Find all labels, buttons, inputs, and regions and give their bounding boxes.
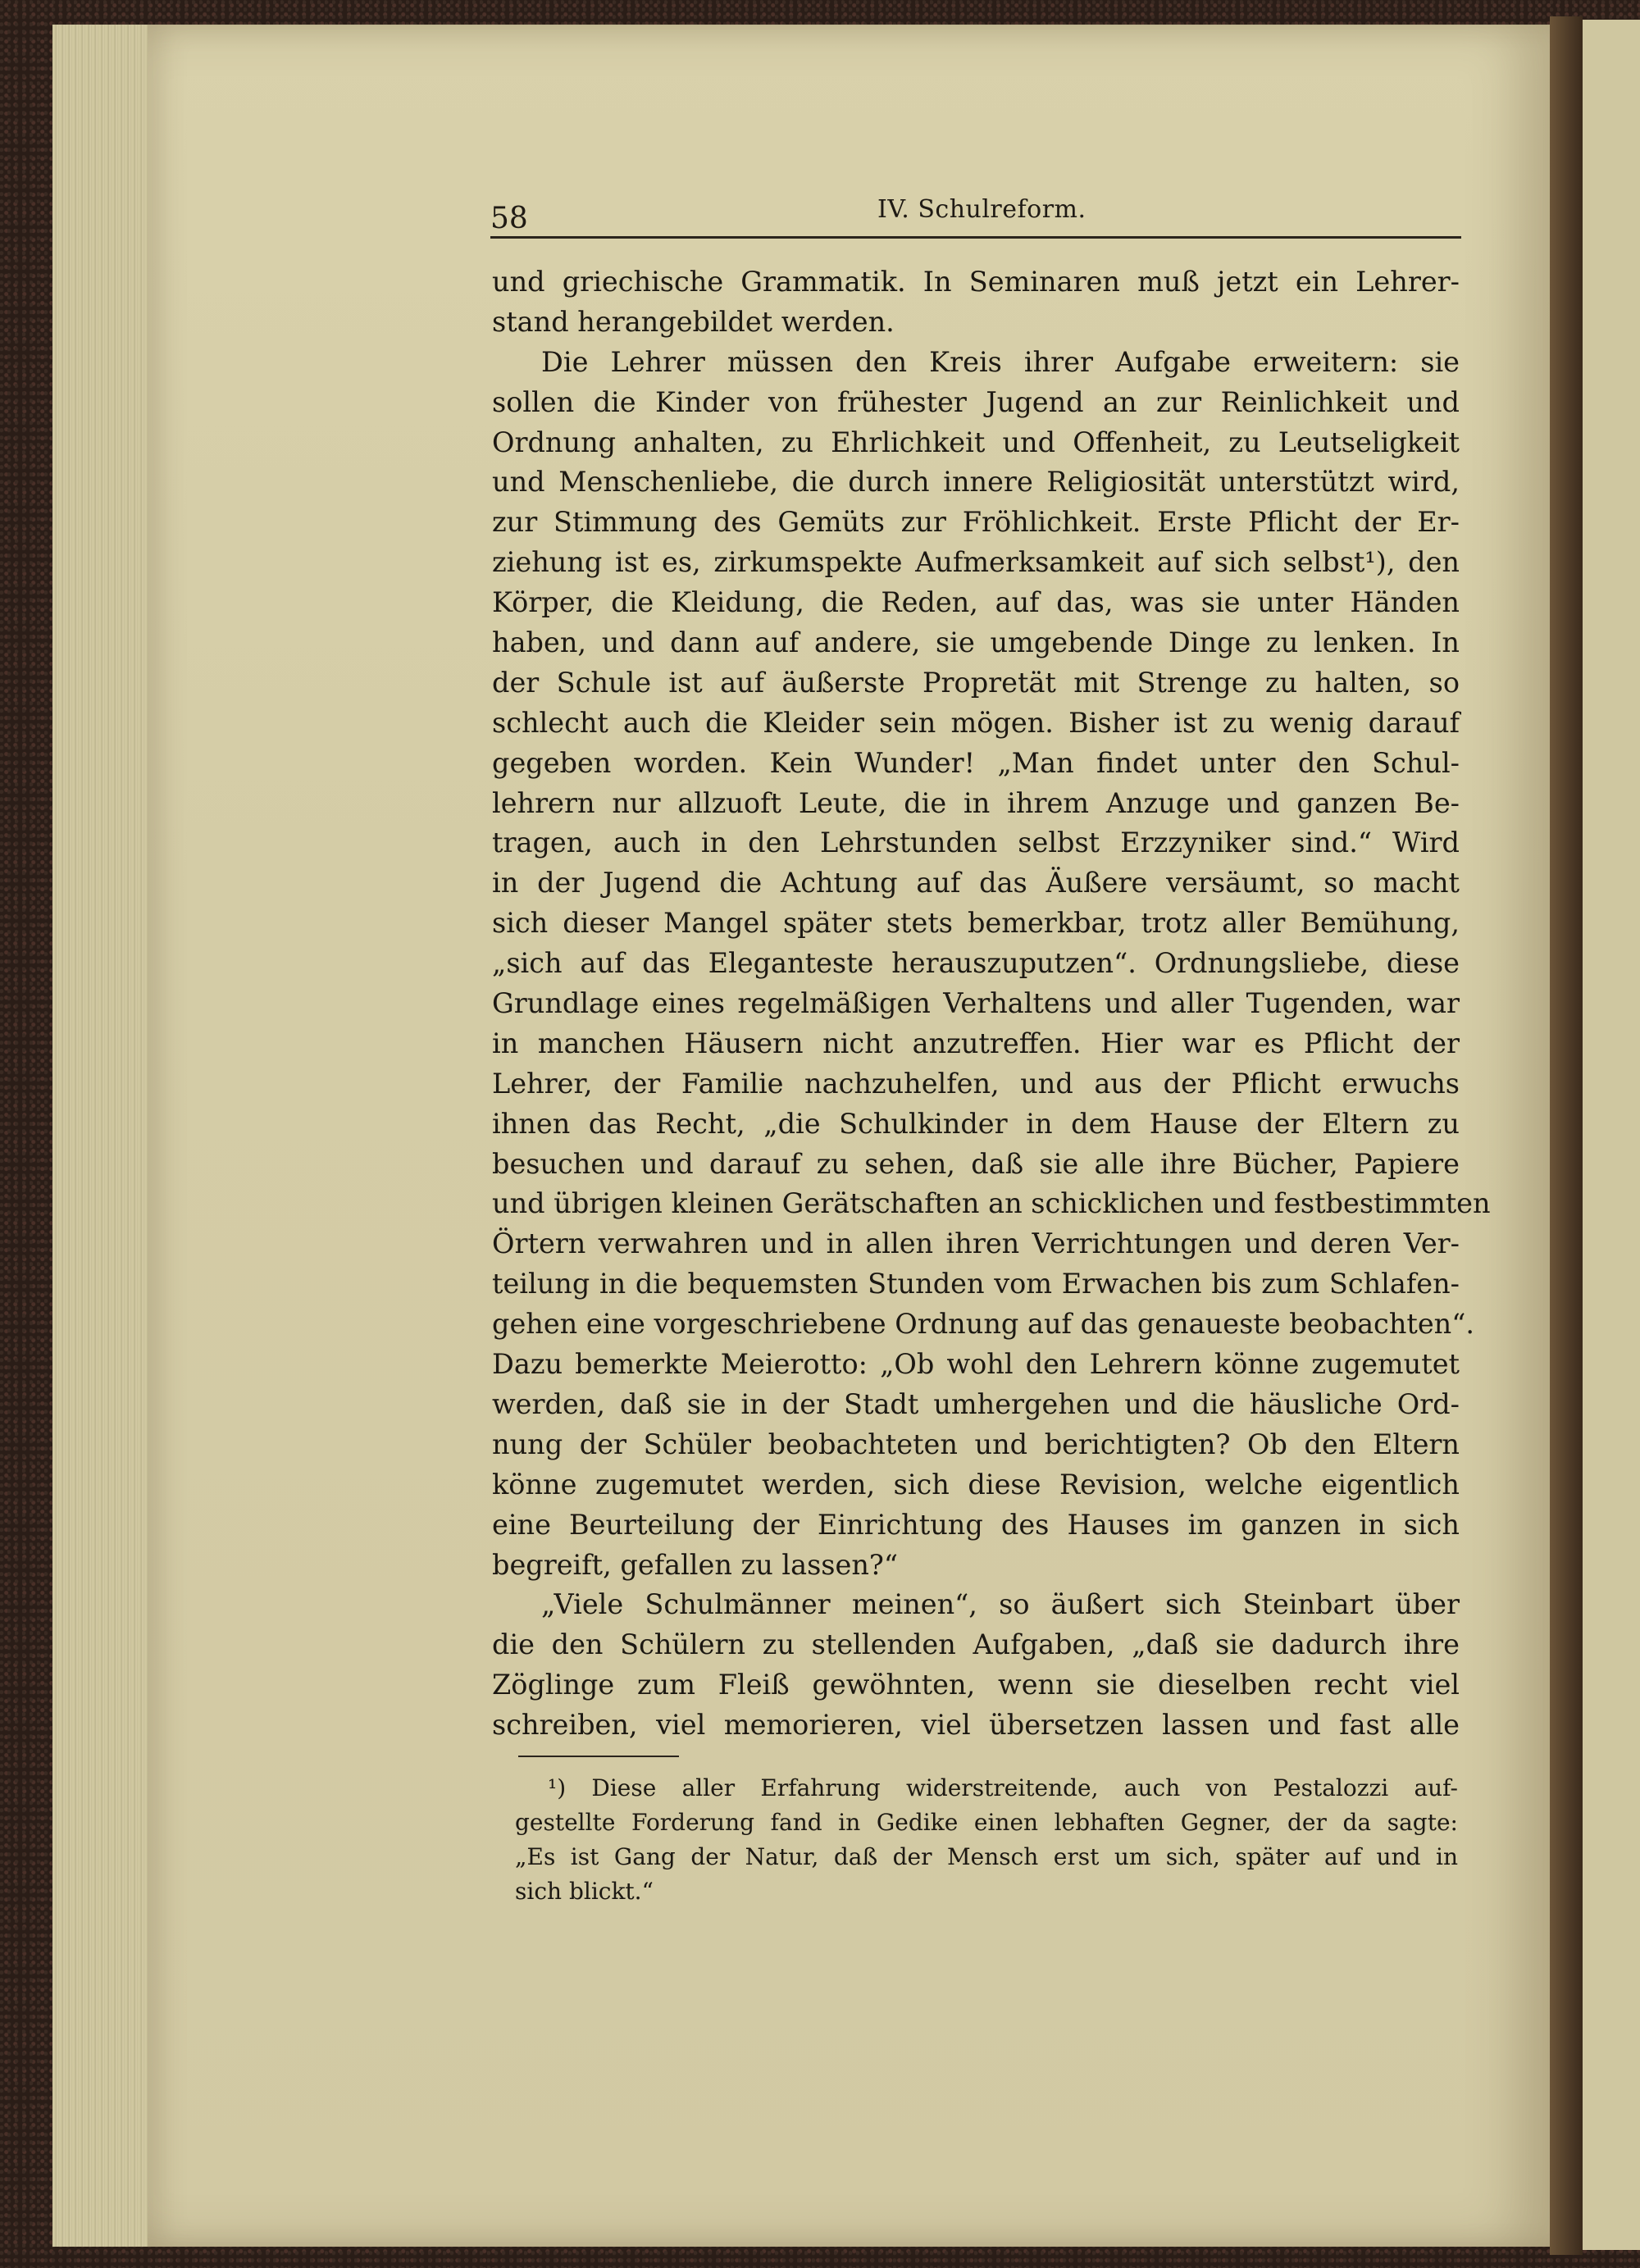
text-line: tragen, auch in den Lehrstunden selbst Erzzyniker sind.“ Wird <box>492 827 1460 859</box>
text-line: Die Lehrer müssen den Kreis ihrer Aufgabe erweitern: sie <box>541 345 1460 378</box>
text-line: begreift, gefallen zu lassen?“ <box>492 1548 898 1581</box>
main-text <box>492 262 1491 1746</box>
text-line: teilung in die bequemsten Stunden vom Erwachen bis zum Schlafen- <box>492 1268 1460 1300</box>
page-number: 58 <box>490 202 528 235</box>
text-line: und griechische Grammatik. In Seminaren muß jetzt ein Lehrer- <box>492 266 1460 298</box>
footnote <box>515 1771 1458 1909</box>
text-line: ihnen das Recht, „die Schulkinder in dem Hause der Eltern zu <box>492 1107 1460 1140</box>
text-line: der Schule ist auf äußerste Propretät mit Strenge zu halten, so <box>492 666 1460 699</box>
text-line: schlecht auch die Kleider sein mögen. Bisher ist zu wenig darauf <box>492 706 1460 739</box>
text-line: Örtern verwahren und in allen ihren Verrichtungen und deren Ver- <box>492 1227 1460 1260</box>
text-line: ziehung ist es, zirkumspekte Aufmerksamkeit auf sich selbst¹), den <box>492 546 1460 579</box>
text-line: Zöglinge zum Fleiß gewöhnten, wenn sie dieselben recht viel <box>492 1669 1460 1701</box>
text-line: stand herangebildet werden. <box>492 305 895 338</box>
text-line: gehen eine vorgeschriebene Ordnung auf das genaueste beobachten“. <box>492 1308 1475 1341</box>
page-header <box>490 190 1461 239</box>
text-line: Ordnung anhalten, zu Ehrlichkeit und Offenheit, zu Leutseligkeit <box>492 426 1460 458</box>
text-line: eine Beurteilung der Einrichtung des Hauses im ganzen in sich <box>492 1508 1460 1541</box>
text-line: Dazu bemerkte Meierotto: „Ob wohl den Lehrern könne zugemutet <box>492 1348 1460 1381</box>
next-page-edge <box>1583 20 1640 2250</box>
text-line: „sich auf das Eleganteste herauszuputzen“. Ordnungsliebe, diese <box>492 947 1460 980</box>
text-line: sich dieser Mangel später stets bemerkbar, trotz aller Bemühung, <box>492 907 1460 940</box>
text-line: schreiben, viel memorieren, viel übersetzen lassen und fast alle <box>492 1709 1460 1742</box>
footnote-line: „Es ist Gang der Natur, daß der Mensch erst um sich, später auf und in <box>515 1843 1458 1870</box>
book-gutter <box>1550 16 1583 2255</box>
text-line: Körper, die Kleidung, die Reden, auf das, was sie unter Händen <box>492 586 1460 619</box>
text-line: nung der Schüler beobachteten und berichtigten? Ob den Eltern <box>492 1428 1460 1460</box>
text-line: gegeben worden. Kein Wunder! „Man findet unter den Schul- <box>492 746 1460 779</box>
page-edges <box>52 25 149 2247</box>
text-line: in manchen Häusern nicht anzutreffen. Hier war es Pflicht der <box>492 1027 1460 1059</box>
text-line: besuchen und darauf zu sehen, daß sie alle ihre Bücher, Papiere <box>492 1147 1460 1180</box>
text-line: und Menschenliebe, die durch innere Religiosität unterstützt wird, <box>492 466 1460 499</box>
text-line: Grundlage eines regelmäßigen Verhaltens und aller Tugenden, war <box>492 987 1460 1020</box>
text-line: Lehrer, der Familie nachzuhelfen, und aus der Pflicht erwuchs <box>492 1067 1460 1100</box>
footnote-divider <box>518 1756 679 1757</box>
text-line: lehrern nur allzuoft Leute, die in ihrem Anzuge und ganzen Be- <box>492 786 1460 819</box>
text-line: die den Schülern zu stellenden Aufgaben, „daß sie dadurch ihre <box>492 1628 1460 1661</box>
text-line: zur Stimmung des Gemüts zur Fröhlichkeit. Erste Pflicht der Er- <box>492 506 1460 539</box>
text-line: werden, daß sie in der Stadt umhergehen und die häusliche Ord- <box>492 1387 1460 1420</box>
text-line: haben, und dann auf andere, sie umgebende Dinge zu lenken. In <box>492 626 1460 659</box>
text-line: könne zugemutet werden, sich diese Revision, welche eigentlich <box>492 1468 1460 1501</box>
footnote-line: sich blickt.“ <box>515 1878 654 1905</box>
text-line: „Viele Schulmänner meinen“, so äußert sich Steinbart über <box>541 1588 1460 1621</box>
text-line: in der Jugend die Achtung auf das Äußere versäumt, so macht <box>492 867 1460 899</box>
text-line: sollen die Kinder von frühester Jugend an zur Reinlichkeit und <box>492 385 1460 418</box>
text-line: und übrigen kleinen Gerätschaften an schicklichen und festbestimmten <box>492 1187 1491 1220</box>
footnote-line: gestellte Forderung fand in Gedike einen lebhaften Gegner, der da sagte: <box>515 1809 1458 1836</box>
running-head: IV. Schulreform. <box>877 195 1086 224</box>
footnote-line: ¹) Diese aller Erfahrung widerstreitende, auch von Pestalozzi auf- <box>548 1774 1458 1801</box>
